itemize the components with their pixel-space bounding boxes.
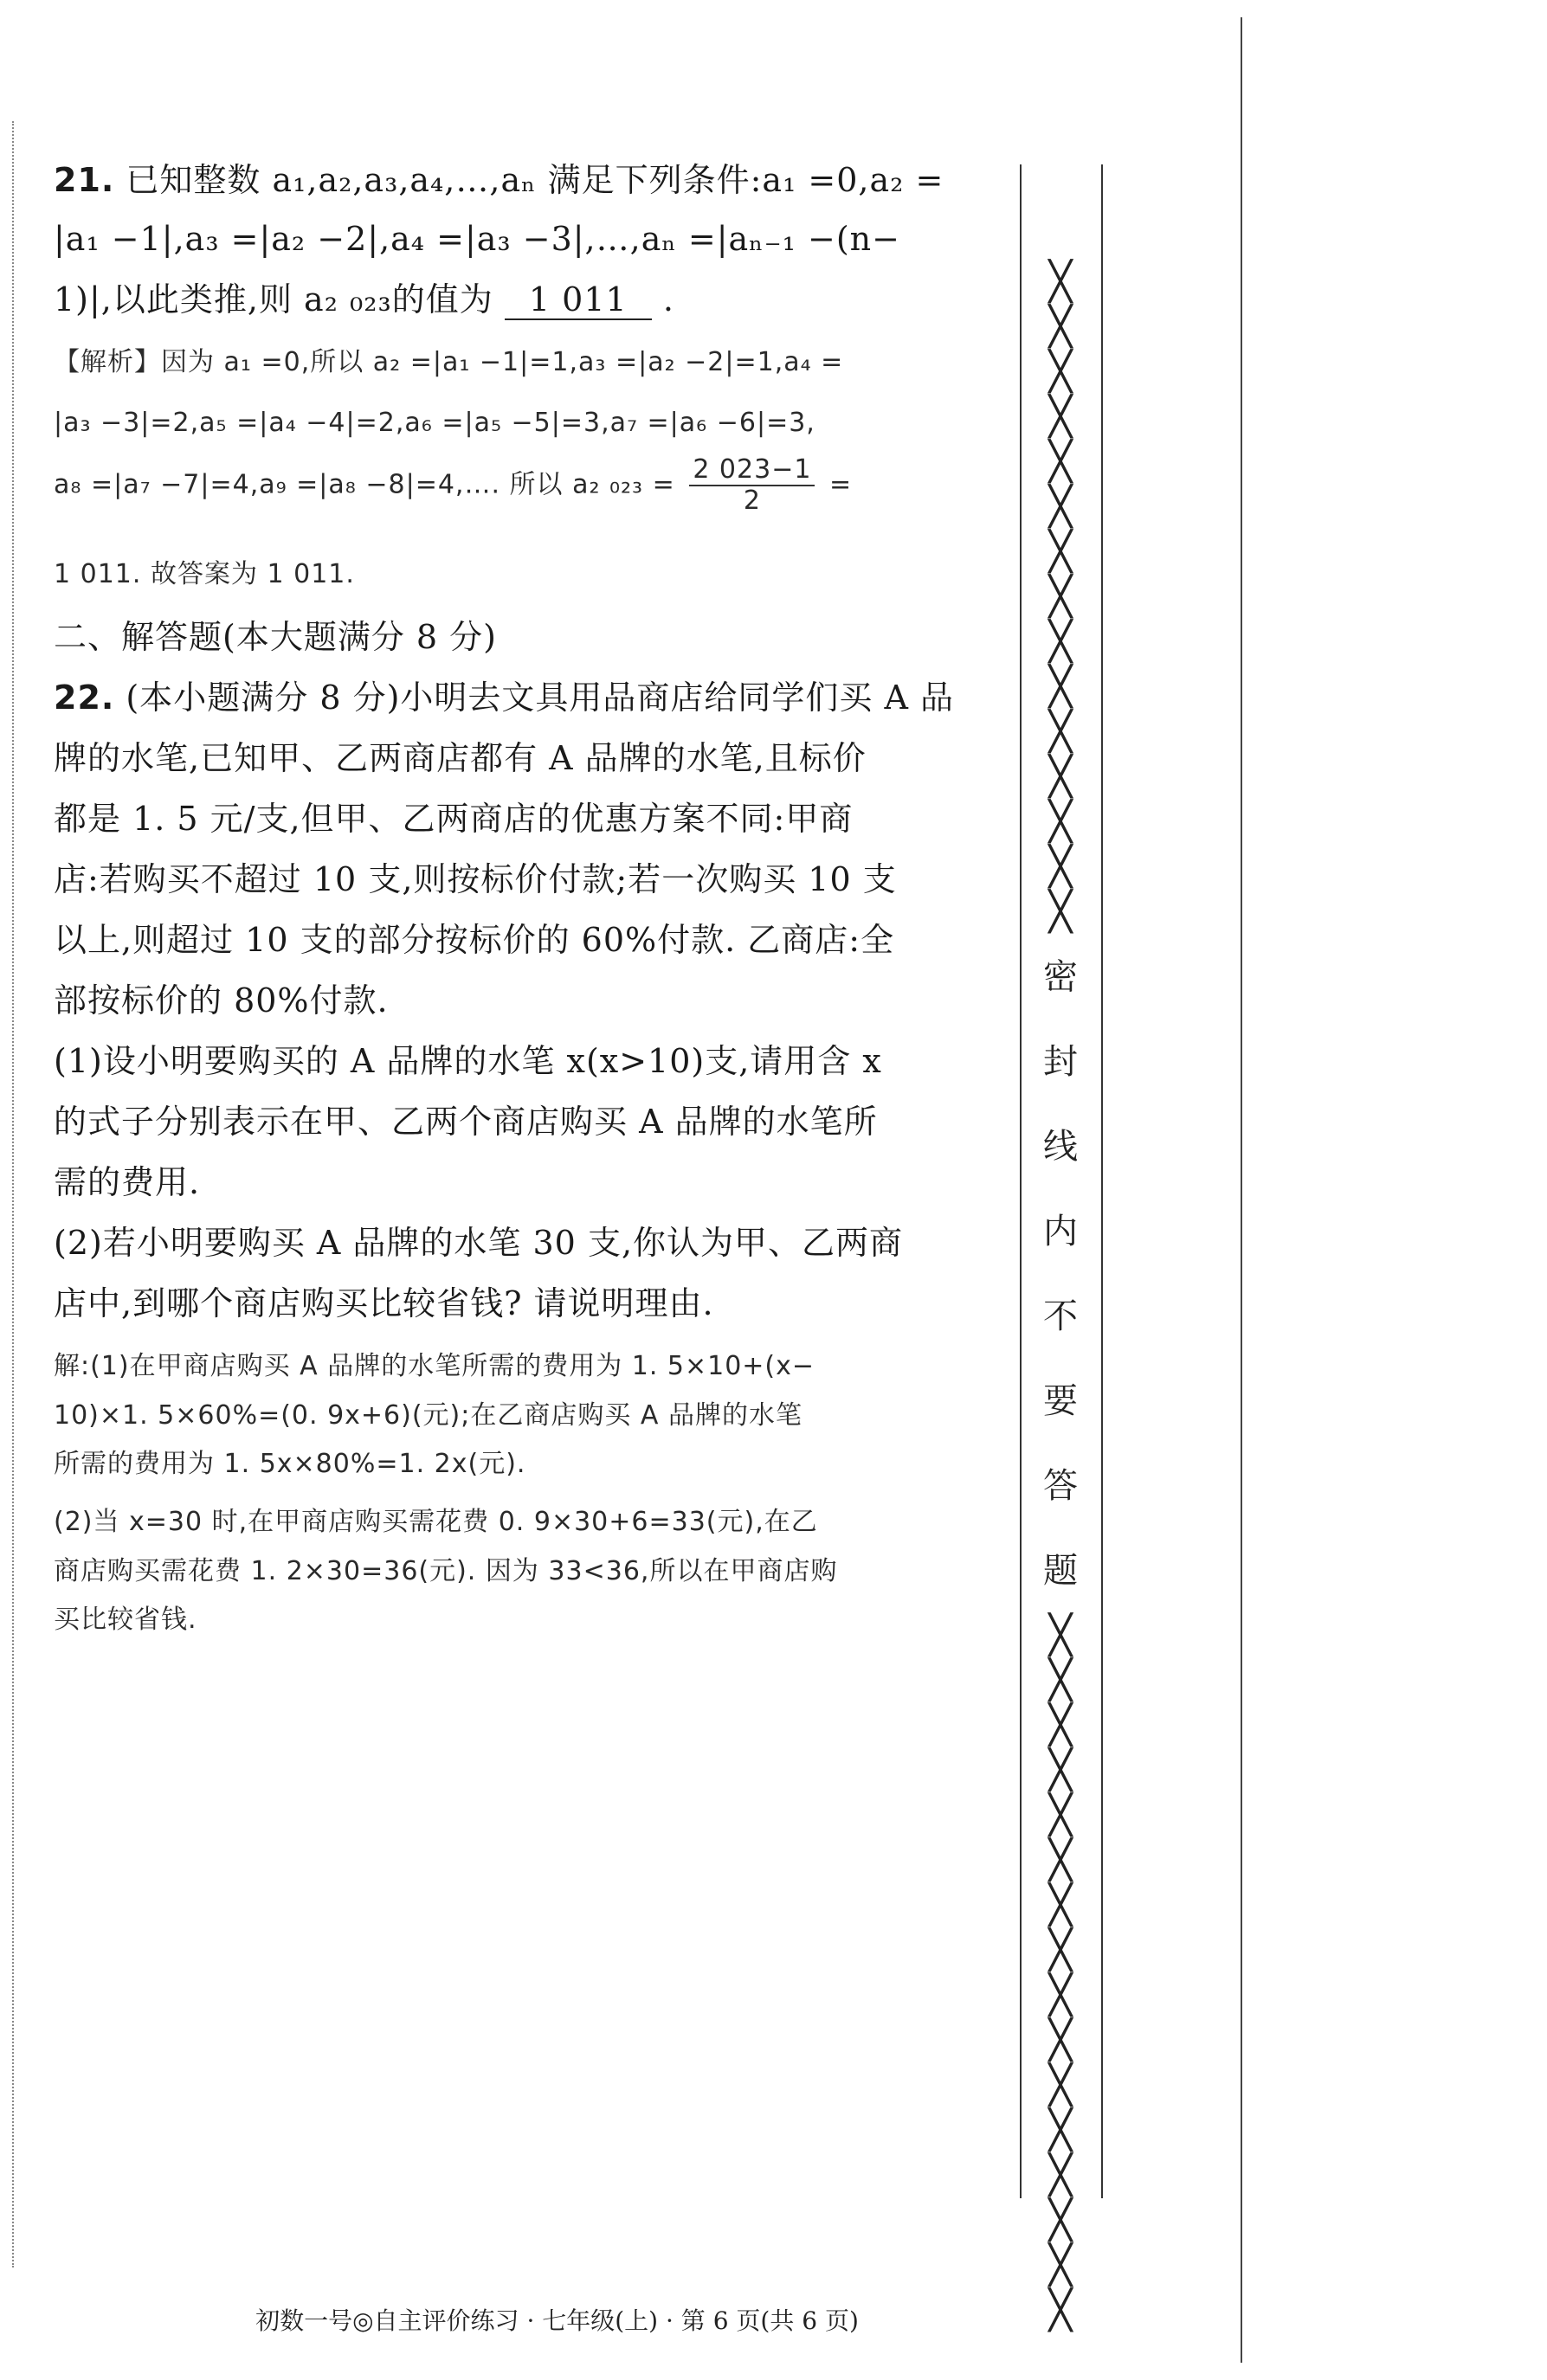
section-2-title: 二、解答题(本大题满分 8 分): [54, 618, 497, 656]
q22-line-4: 店:若购买不超过 10 支,则按标价付款;若一次购买 10 支: [54, 860, 897, 898]
q22-line-6: 部按标价的 80%付款.: [54, 981, 389, 1020]
x-mark: ╳: [1048, 1883, 1073, 1927]
q22-line-1: [54, 679, 954, 717]
q21-analysis-3: [54, 455, 852, 516]
q21-analysis-3-end: =: [828, 469, 853, 500]
x-mark: ╳: [1048, 620, 1073, 664]
q22-line-5: 以上,则超过 10 支的部分按标价的 60%付款. 乙商店:全: [54, 921, 895, 959]
q22-line-2: 牌的水笔,已知甲、乙两商店都有 A 品牌的水笔,且标价: [54, 739, 867, 777]
q21-text-1: 已知整数 a₁,a₂,a₃,a₄,…,aₙ 满足下列条件:a₁ =0,a₂ =: [126, 161, 944, 199]
x-mark: ╳: [1048, 1613, 1073, 1657]
q22-number: 22.: [54, 679, 115, 717]
q22-text-1: (本小题满分 8 分)小明去文具用品商店给同学们买 A 品: [126, 679, 955, 717]
seal-border-right: [1101, 164, 1103, 2198]
x-mark: ╳: [1048, 1748, 1073, 1792]
q21-analysis-4: 1 011. 故答案为 1 011.: [54, 559, 355, 589]
x-mark: ╳: [1048, 710, 1073, 754]
seal-char: 要: [1043, 1381, 1078, 1421]
x-mark: ╳: [1048, 260, 1073, 304]
binding-dotted-line: [12, 121, 14, 2267]
q21-analysis-3-text: a₈ =|a₇ −7|=4,a₉ =|a₈ −8|=4,…. 所以 a₂ ₀₂₃ =: [54, 469, 675, 500]
x-mark: ╳: [1048, 2288, 1073, 2332]
seal-line-column: [1030, 260, 1091, 2333]
x-mark: ╳: [1048, 1928, 1073, 1972]
q21-analysis-2: |a₃ −3|=2,a₅ =|a₄ −4|=2,a₆ =|a₅ −5|=3,a₇ =|a₆ −6|=3,: [54, 408, 815, 438]
x-mark: ╳: [1048, 350, 1073, 394]
q21-answer-blank: 1 011: [505, 280, 652, 320]
x-mark: ╳: [1048, 2198, 1073, 2242]
q21-line-2: |a₁ −1|,a₃ =|a₂ −2|,a₄ =|a₃ −3|,…,aₙ =|aₙ₋₁ −(n−: [54, 220, 900, 258]
x-mark: ╳: [1048, 800, 1073, 844]
x-mark: ╳: [1048, 1973, 1073, 2017]
x-mark: ╳: [1048, 440, 1073, 484]
x-mark: ╳: [1048, 485, 1073, 529]
q22-part1-line-2: 的式子分别表示在甲、乙两个商店购买 A 品牌的水笔所: [54, 1103, 878, 1141]
seal-char: 线: [1043, 1127, 1078, 1167]
q21-fraction-numerator: 2 023−1: [689, 455, 815, 486]
x-mark: ╳: [1048, 530, 1073, 574]
x-mark: ╳: [1048, 305, 1073, 349]
q21-fraction-denominator: 2: [743, 486, 761, 516]
q21-line-3: [54, 280, 674, 320]
page-footer: 初数一号◎自主评价练习 · 七年级(上) · 第 6 页(共 6 页): [255, 2306, 859, 2335]
x-mark: ╳: [1048, 2243, 1073, 2287]
q22-part1-line-3: 需的费用.: [54, 1163, 201, 1201]
q22-solution-4: (2)当 x=30 时,在甲商店购买需花费 0. 9×30+6=33(元),在乙: [54, 1507, 818, 1537]
q22-solution-2: 10)×1. 5×60%=(0. 9x+6)(元);在乙商店购买 A 品牌的水笔: [54, 1400, 803, 1431]
x-mark: ╳: [1048, 2153, 1073, 2197]
x-mark: ╳: [1048, 1793, 1073, 1837]
x-mark: ╳: [1048, 575, 1073, 619]
seal-char: 不: [1043, 1296, 1078, 1336]
q22-line-3: 都是 1. 5 元/支,但甲、乙两商店的优惠方案不同:甲商: [54, 800, 854, 838]
seal-border-left: [1020, 164, 1022, 2198]
seal-char: 答: [1043, 1466, 1078, 1506]
x-mark: ╳: [1048, 395, 1073, 439]
q21-text-3-end: .: [662, 280, 674, 318]
seal-char: 内: [1043, 1212, 1078, 1251]
x-mark: ╳: [1048, 2108, 1073, 2152]
x-mark: ╳: [1048, 1703, 1073, 1747]
q22-part2-line-1: (2)若小明要购买 A 品牌的水笔 30 支,你认为甲、乙两商: [54, 1224, 904, 1262]
q22-solution-3: 所需的费用为 1. 5x×80%=1. 2x(元).: [54, 1449, 526, 1479]
q21-fraction: [689, 455, 815, 516]
x-mark: ╳: [1048, 845, 1073, 889]
q21-line-1: [54, 161, 944, 199]
x-mark: ╳: [1048, 1838, 1073, 1882]
x-mark: ╳: [1048, 890, 1073, 934]
q22-part1-line-1: (1)设小明要购买的 A 品牌的水笔 x(x>10)支,请用含 x: [54, 1042, 882, 1080]
q22-solution-6: 买比较省钱.: [54, 1605, 197, 1635]
x-mark: ╳: [1048, 755, 1073, 799]
seal-char: 封: [1043, 1042, 1078, 1082]
q22-part2-line-2: 店中,到哪个商店购买比较省钱? 请说明理由.: [54, 1284, 714, 1322]
x-mark: ╳: [1048, 665, 1073, 709]
q22-solution-5: 商店购买需花费 1. 2×30=36(元). 因为 33<36,所以在甲商店购: [54, 1556, 838, 1586]
x-mark: ╳: [1048, 2063, 1073, 2107]
seal-char: 密: [1043, 957, 1078, 997]
seal-char: 题: [1043, 1551, 1078, 1591]
x-mark: ╳: [1048, 2018, 1073, 2062]
page-edge-line: [1241, 17, 1242, 2363]
x-mark: ╳: [1048, 1658, 1073, 1702]
q22-solution-1: 解:(1)在甲商店购买 A 品牌的水笔所需的费用为 1. 5×10+(x−: [54, 1351, 815, 1381]
q21-text-3: 1)|,以此类推,则 a₂ ₀₂₃的值为: [54, 280, 493, 318]
q21-number: 21.: [54, 161, 115, 199]
q21-analysis-1: 【解析】因为 a₁ =0,所以 a₂ =|a₁ −1|=1,a₃ =|a₂ −2|=1,a₄ =: [54, 347, 844, 377]
